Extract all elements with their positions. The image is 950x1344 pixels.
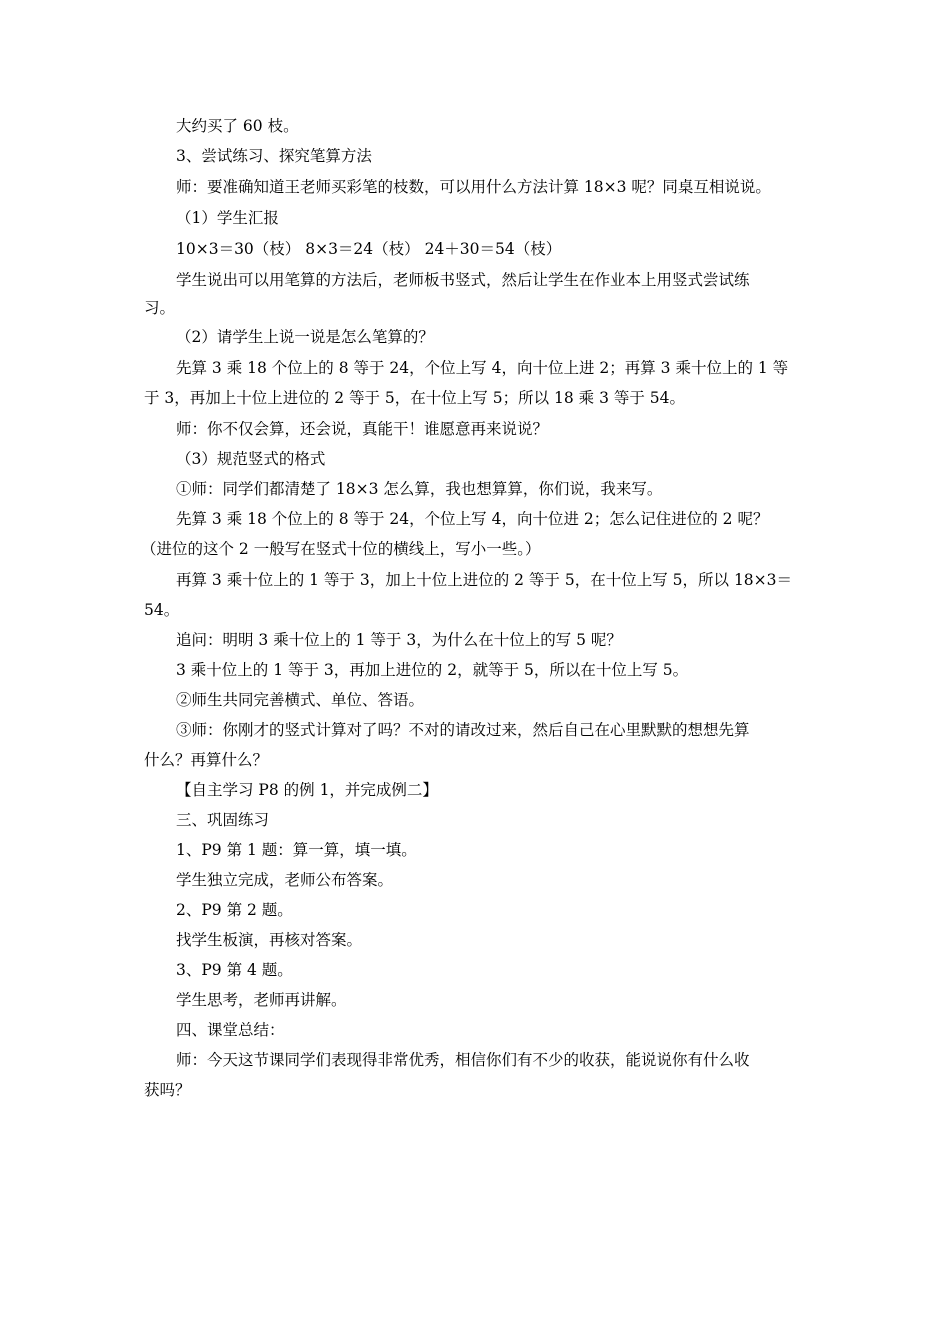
text-line: 师：要准确知道王老师买彩笔的枝数，可以用什么方法计算 18×3 呢？同桌互相说说。: [176, 178, 771, 196]
text-line: 【自主学习 P8 的例 1，并完成例二】: [176, 781, 438, 799]
text-line: （进位的这个 2 一般写在竖式十位的横线上，写小一些。）: [141, 540, 541, 558]
text-line: ③师：你刚才的竖式计算对了吗？不对的请改过来，然后自己在心里默默的想想先算: [176, 721, 750, 739]
text-line: 学生思考，老师再讲解。: [176, 991, 347, 1009]
text-line: 师：今天这节课同学们表现得非常优秀，相信你们有不少的收获，能说说你有什么收: [176, 1051, 750, 1069]
text-line: ②师生共同完善横式、单位、答语。: [176, 691, 425, 709]
text-line: 学生独立完成，老师公布答案。: [176, 871, 394, 889]
section-heading: 四、课堂总结：: [176, 1021, 285, 1039]
text-line: 追问：明明 3 乘十位上的 1 等于 3，为什么在十位上的写 5 呢？: [176, 631, 622, 649]
text-line: 师：你不仅会算，还会说，真能干！谁愿意再来说说？: [176, 420, 549, 438]
text-line: 3、P9 第 4 题。: [176, 961, 293, 979]
text-line: 获吗？: [144, 1081, 191, 1099]
text-line: 习。: [144, 299, 176, 317]
text-line: 于 3，再加上十位上进位的 2 等于 5，在十位上写 5；所以 18 乘 3 等于 54。: [144, 389, 686, 407]
text-line: 大约买了 60 枝。: [176, 117, 299, 135]
text-line: （3）规范竖式的格式: [176, 450, 326, 468]
text-line: 2、P9 第 2 题。: [176, 901, 293, 919]
text-line: 什么？再算什么？: [144, 751, 269, 769]
text-line: 学生说出可以用笔算的方法后，老师板书竖式，然后让学生在作业本上用竖式尝试练: [176, 271, 750, 289]
equation-line: 10×3＝30（枝） 8×3＝24（枝） 24＋30＝54（枝）: [176, 240, 562, 258]
section-heading: 三、巩固练习: [176, 811, 270, 829]
text-line: （2）请学生上说一说是怎么笔算的？: [176, 328, 434, 346]
text-line: 找学生板演，再核对答案。: [176, 931, 363, 949]
text-line: 先算 3 乘 18 个位上的 8 等于 24，个位上写 4，向十位上进 2；再算 3 乘十位上的 1 等: [176, 359, 789, 377]
text-line: ①师：同学们都清楚了 18×3 怎么算，我也想算算，你们说，我来写。: [176, 480, 663, 498]
text-line: 3 乘十位上的 1 等于 3，再加上进位的 2，就等于 5，所以在十位上写 5。: [176, 661, 689, 679]
text-line: 1、P9 第 1 题：算一算，填一填。: [176, 841, 417, 859]
text-line: （1）学生汇报: [176, 209, 279, 227]
text-line: 先算 3 乘 18 个位上的 8 等于 24，个位上写 4，向十位进 2；怎么记住进位的 2 呢？: [176, 510, 769, 528]
text-line: 再算 3 乘十位上的 1 等于 3，加上十位上进位的 2 等于 5，在十位上写 5，所以 18×3＝: [176, 571, 793, 589]
section-heading: 3、尝试练习、探究笔算方法: [176, 147, 372, 165]
text-line: 54。: [144, 601, 180, 619]
